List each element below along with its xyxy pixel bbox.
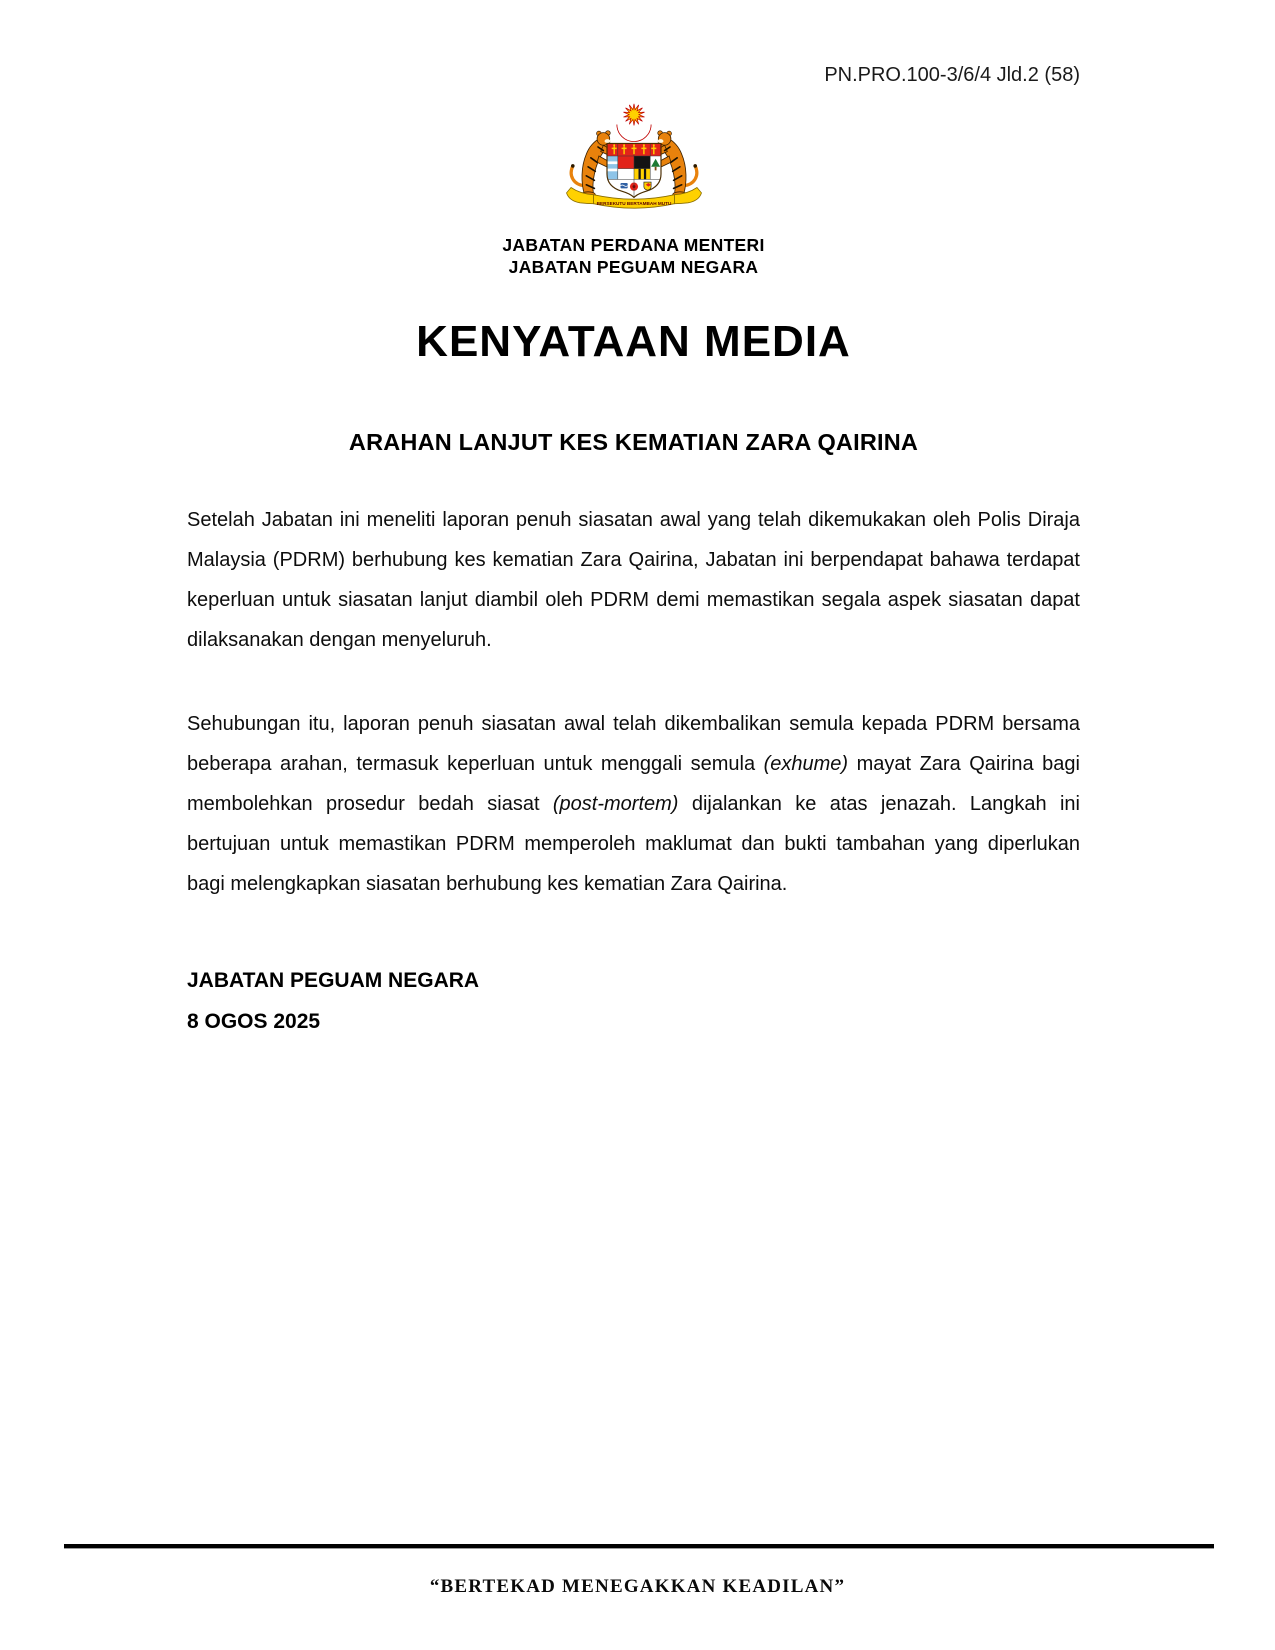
malaysia-coat-of-arms-icon (544, 102, 724, 219)
signature-org: JABATAN PEGUAM NEGARA (187, 969, 480, 992)
org-line-2: JABATAN PEGUAM NEGARA (508, 257, 759, 277)
page-title: KENYATAAN MEDIA (416, 317, 851, 366)
footer-divider (64, 1544, 1214, 1549)
body-text (187, 500, 1080, 904)
org-header (187, 234, 1080, 278)
paragraph-1: Setelah Jabatan ini meneliti laporan penuh siasatan awal yang telah dikemukakan oleh Polis Diraja Malaysia (PDRM) berhubung kes kematian Zara Qairina, Jabatan ini berpendapat bahawa terdapat keperluan untuk siasatan lanjut diambil oleh PDRM demi memastikan segala aspek siasatan dapat dilaksanakan dengan menyeluruh. (187, 509, 1080, 651)
footer-motto: “BERTEKAD MENEGAKKAN KEADILAN” (429, 1576, 846, 1597)
org-line-1: JABATAN PERDANA MENTERI (502, 235, 765, 255)
crest-container (187, 102, 1080, 224)
reference-number: PN.PRO.100-3/6/4 Jld.2 (58) (824, 64, 1080, 86)
signature-date: 8 OGOS 2025 (187, 1010, 321, 1033)
paragraph-2: Sehubungan itu, laporan penuh siasatan awal telah dikembalikan semula kepada PDRM bersama beberapa arahan, termasuk keperluan untuk menggali semula (exhume) mayat Zara Qairina bagi membolehkan prosedur bedah siasat (post-mortem) dijalankan ke atas jenazah. Langkah ini bertujuan untuk memastikan PDRM memperoleh maklumat dan bukti tambahan yang diperlukan bagi melengkapkan siasatan berhubung kes kematian Zara Qairina. (187, 713, 1080, 895)
content-area (187, 0, 1080, 1042)
signature-block (187, 960, 1080, 1042)
crest-motto-text: BERSEKUTU BERTAMBAH MUTU (596, 201, 671, 207)
page-subtitle: ARAHAN LANJUT KES KEMATIAN ZARA QAIRINA (348, 429, 919, 455)
